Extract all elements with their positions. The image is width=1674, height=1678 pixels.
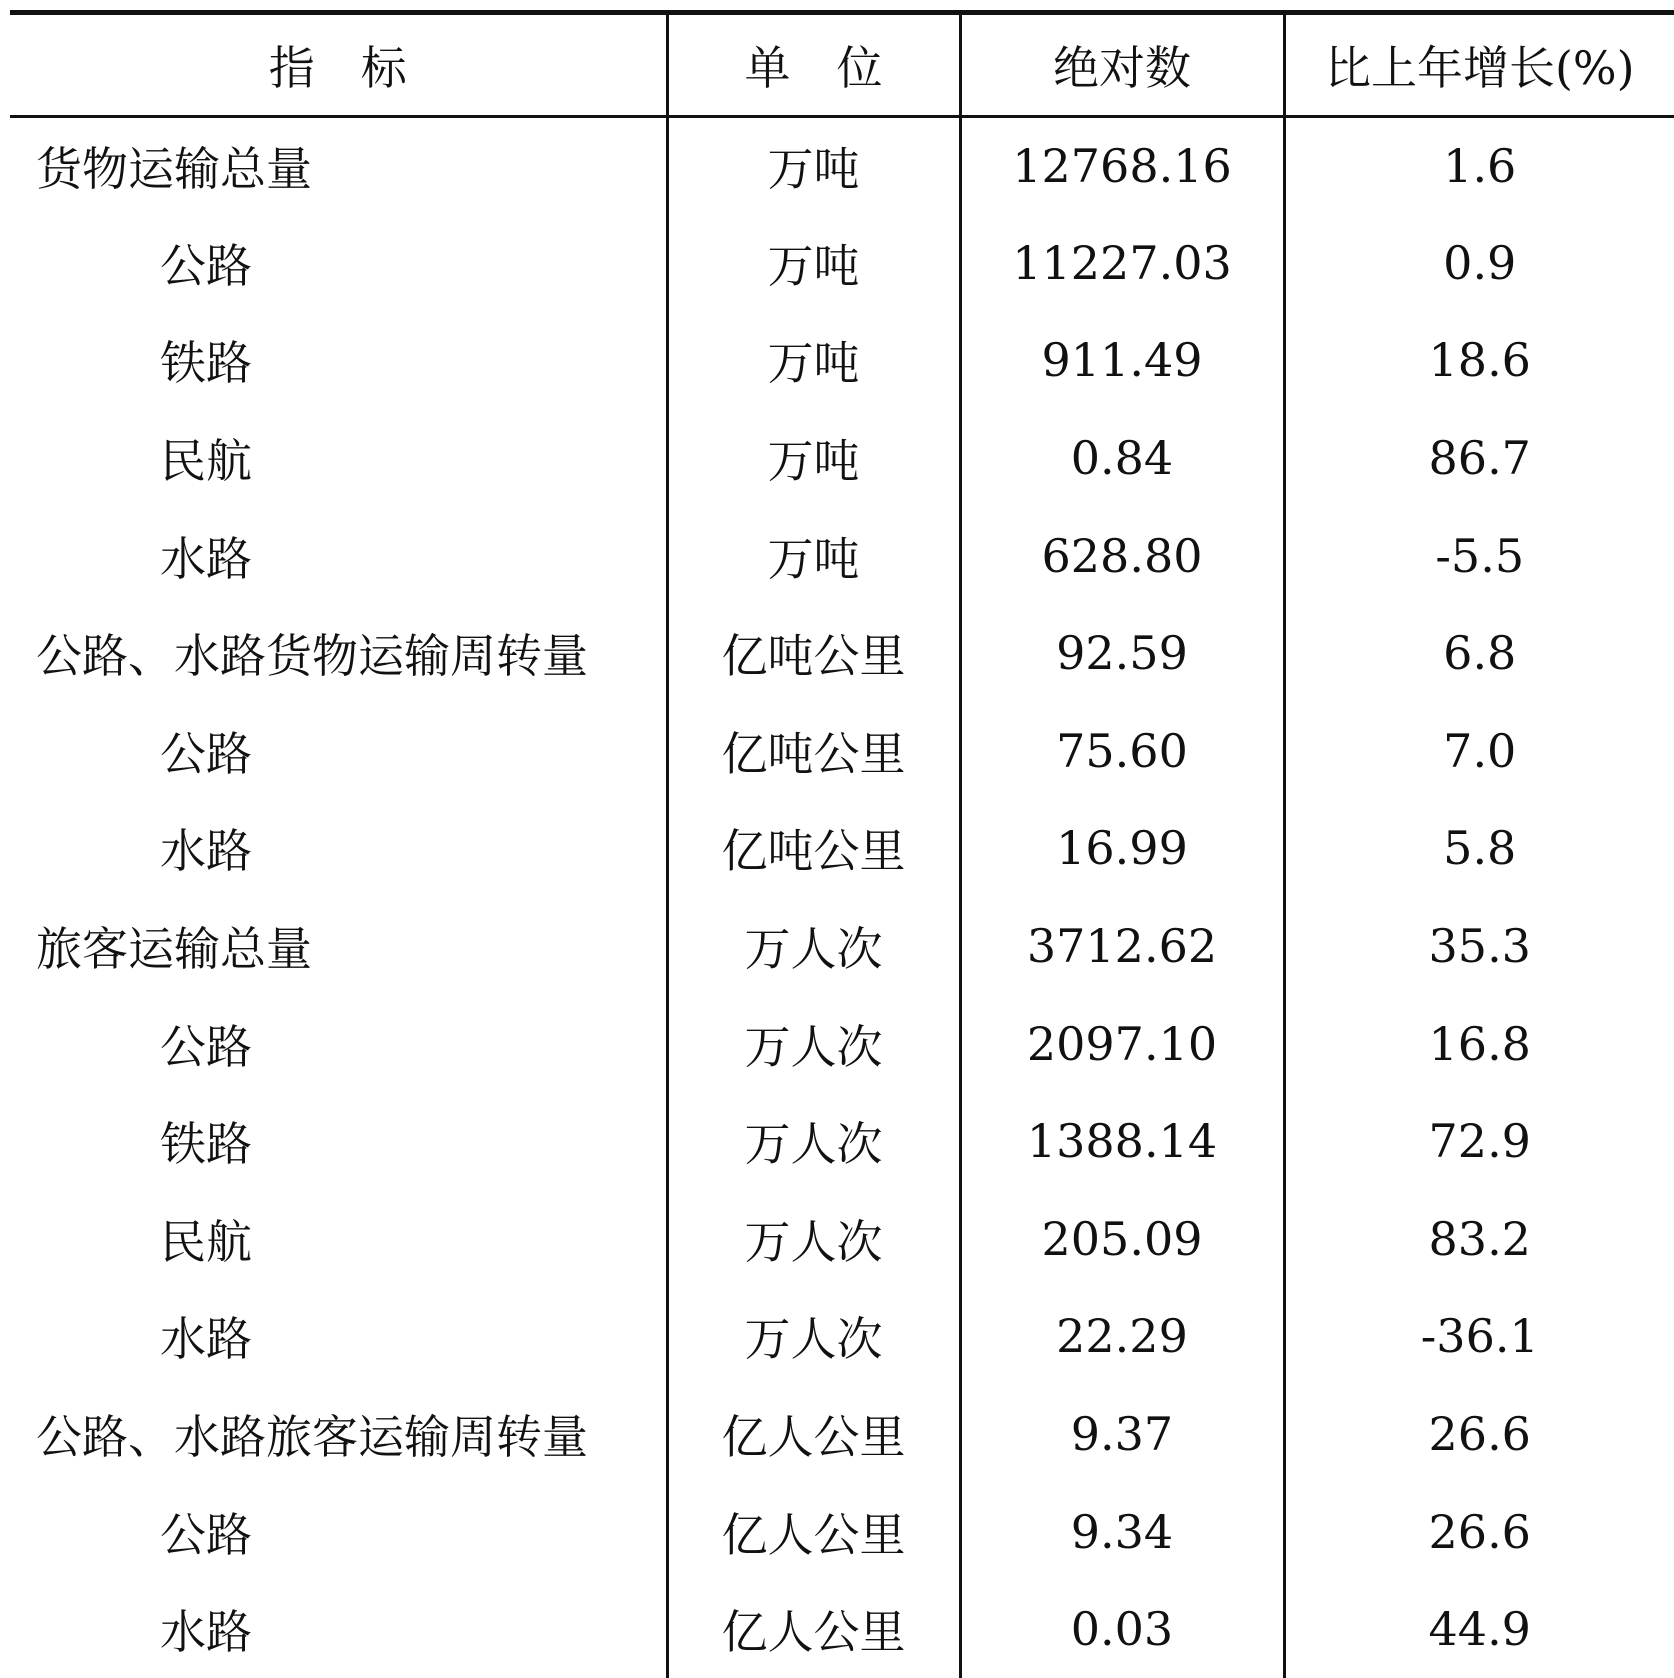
cell-growth: 44.9 [1284, 1580, 1674, 1678]
cell-indicator: 水路 [10, 507, 667, 605]
table-row [10, 897, 1674, 995]
cell-growth: 0.9 [1284, 214, 1674, 312]
cell-indicator: 铁路 [10, 1092, 667, 1190]
table-body [10, 117, 1674, 1678]
cell-unit: 万吨 [667, 214, 960, 312]
cell-absolute: 12768.16 [960, 117, 1284, 215]
cell-absolute: 9.34 [960, 1483, 1284, 1581]
cell-growth: 72.9 [1284, 1092, 1674, 1190]
cell-growth: 18.6 [1284, 312, 1674, 410]
header-indicator: 指 标 [10, 13, 667, 117]
cell-unit: 万人次 [667, 1092, 960, 1190]
cell-growth: 1.6 [1284, 117, 1674, 215]
table-row [10, 409, 1674, 507]
cell-absolute: 628.80 [960, 507, 1284, 605]
cell-unit: 亿吨公里 [667, 604, 960, 702]
cell-indicator: 铁路 [10, 312, 667, 410]
transport-statistics-table [10, 10, 1674, 1678]
cell-unit: 万人次 [667, 897, 960, 995]
table-row [10, 1190, 1674, 1288]
cell-absolute: 16.99 [960, 800, 1284, 898]
table-row [10, 117, 1674, 215]
table-row [10, 1483, 1674, 1581]
cell-indicator: 公路 [10, 702, 667, 800]
cell-absolute: 75.60 [960, 702, 1284, 800]
cell-indicator: 民航 [10, 1190, 667, 1288]
cell-growth: 16.8 [1284, 995, 1674, 1093]
cell-growth: 5.8 [1284, 800, 1674, 898]
cell-absolute: 3712.62 [960, 897, 1284, 995]
cell-unit: 万人次 [667, 1288, 960, 1386]
cell-growth: 26.6 [1284, 1385, 1674, 1483]
cell-indicator: 公路、水路旅客运输周转量 [10, 1385, 667, 1483]
table-row [10, 507, 1674, 605]
cell-indicator: 民航 [10, 409, 667, 507]
table-row [10, 604, 1674, 702]
table-row [10, 1288, 1674, 1386]
cell-absolute: 0.03 [960, 1580, 1284, 1678]
transport-statistics-table-wrapper [10, 10, 1674, 1678]
cell-unit: 亿吨公里 [667, 800, 960, 898]
cell-unit: 万吨 [667, 409, 960, 507]
table-row [10, 1092, 1674, 1190]
table-row [10, 1580, 1674, 1678]
cell-indicator: 货物运输总量 [10, 117, 667, 215]
cell-unit: 亿人公里 [667, 1385, 960, 1483]
cell-unit: 万人次 [667, 1190, 960, 1288]
cell-growth: 86.7 [1284, 409, 1674, 507]
cell-absolute: 22.29 [960, 1288, 1284, 1386]
table-header [10, 13, 1674, 117]
cell-growth: 83.2 [1284, 1190, 1674, 1288]
cell-unit: 万吨 [667, 117, 960, 215]
cell-unit: 万吨 [667, 507, 960, 605]
cell-growth: 35.3 [1284, 897, 1674, 995]
header-unit: 单 位 [667, 13, 960, 117]
cell-absolute: 11227.03 [960, 214, 1284, 312]
cell-indicator: 水路 [10, 1288, 667, 1386]
cell-unit: 万吨 [667, 312, 960, 410]
cell-absolute: 92.59 [960, 604, 1284, 702]
cell-growth: 6.8 [1284, 604, 1674, 702]
cell-unit: 亿吨公里 [667, 702, 960, 800]
cell-indicator: 公路 [10, 1483, 667, 1581]
cell-growth: -36.1 [1284, 1288, 1674, 1386]
cell-indicator: 水路 [10, 1580, 667, 1678]
cell-absolute: 0.84 [960, 409, 1284, 507]
cell-absolute: 9.37 [960, 1385, 1284, 1483]
cell-unit: 亿人公里 [667, 1483, 960, 1581]
cell-unit: 万人次 [667, 995, 960, 1093]
cell-indicator: 公路 [10, 214, 667, 312]
cell-absolute: 1388.14 [960, 1092, 1284, 1190]
cell-absolute: 911.49 [960, 312, 1284, 410]
cell-absolute: 2097.10 [960, 995, 1284, 1093]
table-row [10, 1385, 1674, 1483]
cell-indicator: 水路 [10, 800, 667, 898]
table-row [10, 800, 1674, 898]
cell-unit: 亿人公里 [667, 1580, 960, 1678]
cell-indicator: 公路 [10, 995, 667, 1093]
header-growth: 比上年增长(%) [1284, 13, 1674, 117]
cell-indicator: 旅客运输总量 [10, 897, 667, 995]
cell-indicator: 公路、水路货物运输周转量 [10, 604, 667, 702]
table-row [10, 995, 1674, 1093]
table-row [10, 312, 1674, 410]
cell-growth: 26.6 [1284, 1483, 1674, 1581]
table-row [10, 214, 1674, 312]
table-row [10, 702, 1674, 800]
cell-growth: -5.5 [1284, 507, 1674, 605]
header-absolute: 绝对数 [960, 13, 1284, 117]
header-row [10, 13, 1674, 117]
cell-absolute: 205.09 [960, 1190, 1284, 1288]
cell-growth: 7.0 [1284, 702, 1674, 800]
